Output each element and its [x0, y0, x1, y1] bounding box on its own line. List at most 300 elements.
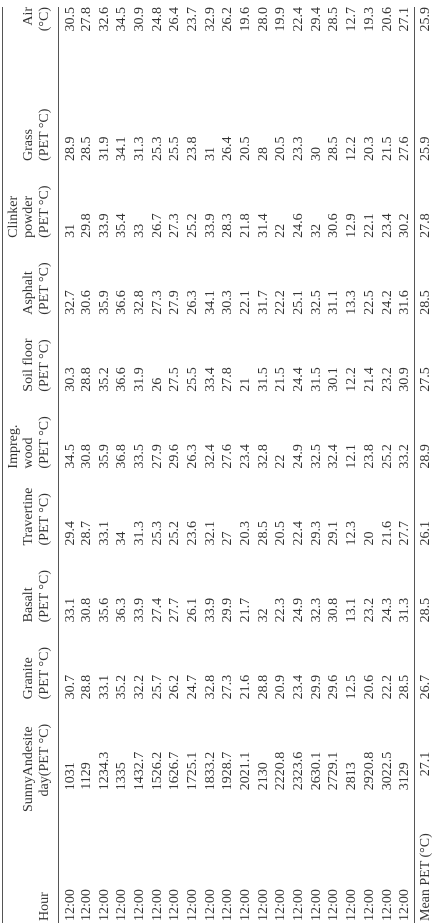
table-cell: 30.2: [396, 213, 412, 238]
table-cell: 32.2: [131, 674, 147, 700]
table-cell: 32.4: [202, 444, 218, 469]
table-cell: 30.6: [326, 213, 342, 238]
table-cell: 34.3: [96, 751, 112, 777]
mean-pet-value: 25.9: [414, 7, 434, 84]
table-cell: 17: [184, 776, 200, 791]
table-cell: 33: [131, 223, 147, 238]
table-cell: 36.6: [114, 290, 130, 315]
table-cell: 30: [308, 146, 324, 161]
table-cell: 30.3: [63, 367, 78, 392]
table-cell: 12:00: [220, 889, 236, 921]
table-cell: 12:00: [96, 889, 112, 921]
table-cell: 15: [149, 776, 165, 791]
mean-pet-value: 28.5: [414, 238, 434, 315]
table-cell: 20.5: [238, 136, 254, 161]
table-cell: 26.3: [184, 290, 200, 315]
mean-pet-value: 25.9: [414, 84, 434, 161]
table-cell: 21.5: [379, 136, 395, 161]
table-cell: 29: [78, 762, 94, 777]
mean-pet-value: 28.9: [414, 392, 434, 469]
table-cell: 33.9: [96, 213, 112, 238]
column-header: [3, 821, 59, 923]
table-cell: 36.8: [114, 444, 130, 469]
table-cell: 30: [379, 776, 395, 791]
table-cell: 27.9: [167, 290, 183, 315]
table-cell: 29: [396, 762, 412, 777]
table-cell: 26.2: [149, 751, 165, 777]
table-cell: 12.5: [344, 674, 360, 700]
table-cell: 31.4: [255, 213, 271, 238]
table-cell: 26.2: [220, 7, 236, 32]
table-cell: 35.4: [114, 213, 130, 238]
column-header-line: (PET °C): [36, 570, 52, 623]
table-cell: 28.5: [326, 7, 342, 32]
table-cell: 29.1: [326, 521, 342, 546]
table-cell: 23.4: [379, 213, 395, 238]
table-row: [184, 7, 202, 923]
table-cell: 34: [114, 531, 130, 546]
column-header-line: Andesite: [21, 726, 37, 777]
table-cell: 29.3: [308, 521, 324, 546]
table-row: [379, 7, 397, 923]
mean-pet-value: 26.1: [414, 469, 434, 546]
table-cell: 32: [255, 608, 271, 623]
table-cell: 30: [255, 762, 271, 777]
mean-pet-value: [414, 776, 434, 821]
table-cell: 20: [361, 531, 377, 546]
table-cell: 33.1: [96, 674, 112, 700]
table-cell: 34.5: [114, 7, 130, 32]
table-cell: 33.4: [202, 367, 218, 392]
table-row: [396, 7, 414, 923]
table-cell: 12:00: [149, 889, 165, 921]
table-cell: 22.5: [361, 290, 377, 315]
table-cell: 22.1: [361, 213, 377, 238]
mean-pet-value: 28.5: [414, 546, 434, 623]
table-cell: 33.1: [63, 597, 78, 623]
table-cell: 21.6: [238, 674, 254, 700]
column-header: [3, 7, 59, 84]
column-header-line: (PET °C): [36, 339, 52, 392]
table-cell: 34.5: [63, 444, 78, 469]
table-cell: 36.3: [114, 597, 130, 623]
column-header-line: (PET °C): [36, 646, 52, 700]
table-cell: 12.2: [344, 136, 360, 161]
table-cell: 35.2: [96, 367, 112, 392]
table-cell: 25.2: [184, 213, 200, 238]
table-cell: 12:00: [396, 889, 412, 921]
table-cell: 26.7: [149, 213, 165, 238]
table-row: [343, 7, 361, 923]
column-header-line: Grass: [21, 129, 37, 161]
table-cell: 12.7: [344, 7, 360, 32]
table-cell: 35.2: [114, 674, 130, 700]
table-cell: 28.5: [255, 521, 271, 546]
table-cell: 31.9: [131, 367, 147, 392]
table-cell: 12:00: [326, 889, 342, 921]
table-cell: 31.3: [131, 521, 147, 546]
table-cell: 27.8: [78, 7, 94, 32]
table-cell: 12.9: [344, 213, 360, 238]
table-cell: 27.7: [396, 521, 412, 546]
column-header-line: Impreg. wood: [5, 424, 37, 469]
mean-pet-value: 27.5: [414, 315, 434, 392]
table-cell: 27.3: [149, 290, 165, 315]
table-cell: 31.6: [396, 290, 412, 315]
table-cell: 23.6: [184, 521, 200, 546]
table-cell: 12:00: [344, 889, 360, 921]
table-cell: 22: [273, 776, 289, 791]
table-cell: 21.5: [273, 367, 289, 392]
table-cell: 30.7: [63, 674, 78, 700]
column-header-line: Sunny: [21, 776, 37, 813]
table-footer-row: [414, 7, 434, 923]
table-cell: 34.1: [202, 290, 218, 315]
table-cell: 23.6: [291, 751, 307, 777]
table-cell: 30.8: [78, 444, 94, 469]
table-cell: 21.7: [238, 597, 254, 623]
table-cell: 26.4: [167, 7, 183, 32]
table-row: [220, 7, 238, 923]
table-cell: 31: [63, 223, 78, 238]
table-cell: 32.8: [202, 674, 218, 700]
column-header-line: (PET °C): [36, 185, 52, 238]
table-cell: 20: [238, 776, 254, 791]
table-cell: 25.3: [149, 521, 165, 546]
table-cell: 25.3: [149, 136, 165, 161]
table-cell: 30.3: [220, 290, 236, 315]
table-cell: 26.7: [167, 751, 183, 777]
table-cell: 14: [131, 776, 147, 791]
table-cell: 26: [149, 377, 165, 392]
table-cell: 26: [308, 776, 324, 791]
table-cell: 32: [308, 223, 324, 238]
table-cell: 33.9: [202, 213, 218, 238]
table-cell: 29.1: [326, 751, 342, 777]
table-cell: 20.5: [273, 521, 289, 546]
table-cell: 12.1: [344, 444, 360, 469]
column-header-line: (PET °C): [36, 262, 52, 315]
table-cell: 29.4: [308, 7, 324, 32]
table-cell: 28.8: [78, 674, 94, 700]
table-cell: 32.7: [131, 751, 147, 777]
table-cell: 28.7: [78, 521, 94, 546]
table-cell: 12:00: [255, 889, 271, 921]
table-cell: 28.5: [326, 136, 342, 161]
table-row: [202, 7, 220, 923]
table-cell: 24.6: [291, 213, 307, 238]
table-cell: 23.4: [291, 674, 307, 700]
table-cell: 25.5: [167, 136, 183, 161]
table-cell: 21.1: [238, 751, 254, 777]
table-cell: 21.6: [379, 521, 395, 546]
column-header: [3, 84, 59, 161]
table-cell: 30.8: [78, 597, 94, 623]
table-cell: 25.5: [184, 367, 200, 392]
column-header-line: Asphalt: [21, 271, 37, 315]
column-header-line: (PET °C): [36, 723, 52, 777]
table-cell: 12:00: [63, 889, 78, 921]
table-row: [78, 7, 96, 923]
column-header-line: Hour: [36, 892, 52, 921]
table-cell: 19.6: [238, 7, 254, 32]
table-row: [113, 7, 131, 923]
table-cell: 28.7: [220, 751, 236, 777]
table-cell: 23.8: [184, 136, 200, 161]
table-row: [273, 7, 291, 923]
table-row: [326, 7, 344, 923]
table-cell: 19.9: [273, 7, 289, 32]
table-cell: 31.9: [96, 136, 112, 161]
table-cell: 28.3: [220, 213, 236, 238]
table-cell: 20.8: [273, 751, 289, 777]
table-cell: 20.5: [273, 136, 289, 161]
table-cell: 13: [344, 762, 360, 777]
table-cell: 24.8: [149, 7, 165, 32]
table-cell: 31.1: [326, 290, 342, 315]
table-cell: 27.3: [220, 674, 236, 700]
table-row: [290, 7, 308, 923]
table-cell: 24.3: [379, 597, 395, 623]
table-cell: 30.1: [326, 367, 342, 392]
table-cell: 12:00: [273, 889, 289, 921]
table-cell: 23.2: [379, 367, 395, 392]
table-cell: 30.5: [63, 7, 78, 32]
table-cell: 24.4: [291, 367, 307, 392]
table-cell: 12:00: [202, 889, 218, 921]
table-cell: 12.2: [344, 367, 360, 392]
table-row: [361, 7, 379, 923]
table-cell: 35: [114, 762, 130, 777]
table-cell: 21.8: [238, 213, 254, 238]
table-cell: 34.1: [114, 136, 130, 161]
column-header: [3, 315, 59, 392]
column-header-line: Air: [21, 7, 37, 26]
table-cell: 28.9: [63, 136, 78, 161]
table-cell: 32.6: [96, 7, 112, 32]
mean-pet-value: 27.1: [414, 699, 434, 776]
table-cell: 13.1: [344, 597, 360, 623]
table-cell: 10: [63, 776, 78, 791]
table-cell: 21: [255, 776, 271, 791]
table-cell: 32.5: [308, 444, 324, 469]
table-cell: 24.9: [291, 444, 307, 469]
table-cell: 24.7: [184, 674, 200, 700]
table-row: [255, 7, 273, 923]
table-cell: 27: [326, 776, 342, 791]
pet-data-table: [2, 7, 434, 923]
table-cell: 12: [96, 776, 112, 791]
table-cell: 13.3: [344, 290, 360, 315]
table-cell: 27.6: [220, 444, 236, 469]
table-cell: 12:00: [131, 889, 147, 921]
table-cell: 31: [396, 776, 412, 791]
table-cell: 33.1: [96, 521, 112, 546]
table-cell: 32.9: [202, 7, 218, 32]
table-cell: 26.1: [184, 597, 200, 623]
column-header-line: Clinker powder: [5, 195, 37, 238]
table-cell: 33.2: [396, 444, 412, 469]
table-cell: 22.4: [291, 521, 307, 546]
table-cell: 28.8: [78, 367, 94, 392]
table-cell: 12:00: [291, 889, 307, 921]
table-cell: 12:00: [379, 889, 395, 921]
table-cell: 29.8: [78, 213, 94, 238]
table-cell: 32.8: [255, 444, 271, 469]
table-cell: 12:00: [167, 889, 183, 921]
table-cell: 22.5: [379, 751, 395, 777]
table-cell: 12:00: [114, 889, 130, 921]
table-cell: 22.2: [379, 674, 395, 700]
table-cell: 12:00: [308, 889, 324, 921]
table-cell: 31.5: [308, 367, 324, 392]
table-cell: 29.4: [63, 521, 78, 546]
table-cell: 33.9: [202, 597, 218, 623]
table-cell: 28: [344, 776, 360, 791]
table-cell: 29: [361, 776, 377, 791]
table-cell: 22.2: [273, 290, 289, 315]
table-cell: 27: [220, 531, 236, 546]
table-row: [96, 7, 114, 923]
table-cell: 27.7: [167, 597, 183, 623]
table-cell: 31.3: [396, 597, 412, 623]
table-cell: 20.3: [238, 521, 254, 546]
table-cell: 19.3: [361, 7, 377, 32]
table-cell: 28.5: [78, 136, 94, 161]
table-cell: 23.8: [361, 444, 377, 469]
table-cell: 27.3: [167, 213, 183, 238]
table-cell: 28: [255, 146, 271, 161]
column-header: [3, 699, 59, 776]
table-cell: 18: [202, 776, 218, 791]
column-header-line: Granite: [21, 657, 37, 700]
table-cell: 25.7: [149, 674, 165, 700]
column-header: [3, 622, 59, 699]
table-cell: 31.3: [131, 136, 147, 161]
table-cell: 26.2: [167, 674, 183, 700]
table-cell: 12:00: [78, 889, 94, 921]
table-cell: 32.7: [63, 290, 78, 315]
table-cell: 35.9: [96, 444, 112, 469]
table-cell: 32.4: [326, 444, 342, 469]
table-row: [308, 7, 326, 923]
table-cell: 22.1: [238, 290, 254, 315]
table-row: [59, 7, 79, 923]
table-cell: 32.5: [308, 290, 324, 315]
mean-pet-value: 26.7: [414, 622, 434, 699]
table-cell: 33.2: [202, 751, 218, 777]
table-cell: 27.9: [149, 444, 165, 469]
table-cell: 13: [114, 776, 130, 791]
table-cell: 27.5: [167, 367, 183, 392]
table-cell: 30.6: [78, 290, 94, 315]
table-cell: 11: [78, 776, 94, 790]
table-cell: 23: [291, 776, 307, 791]
table-cell: 27.4: [149, 597, 165, 623]
column-header: [3, 161, 59, 238]
table-cell: 22.3: [273, 597, 289, 623]
table-cell: 20.3: [361, 136, 377, 161]
table-cell: 29.9: [220, 597, 236, 623]
table-cell: 36.6: [114, 367, 130, 392]
column-header-line: (°C): [36, 7, 52, 32]
table-cell: 26.3: [184, 444, 200, 469]
table-cell: 26.4: [220, 136, 236, 161]
table-cell: 32.3: [308, 597, 324, 623]
table-cell: 31.5: [255, 367, 271, 392]
column-header: [3, 776, 59, 821]
column-header-line: (PET °C): [36, 493, 52, 546]
table-cell: 16: [167, 776, 183, 791]
table-cell: 12:00: [184, 889, 200, 921]
column-header-line: (PET °C): [36, 416, 52, 469]
table-cell: 12:00: [361, 889, 377, 921]
column-header: [3, 238, 59, 315]
table-body: [59, 7, 415, 923]
table-cell: 20.6: [379, 7, 395, 32]
table-cell: 27.1: [396, 7, 412, 32]
table-header-row: [3, 7, 59, 923]
table-cell: 35.9: [96, 290, 112, 315]
column-header-line: Travertine: [21, 487, 37, 546]
table-cell: 30.1: [308, 751, 324, 777]
table-cell: 24.2: [379, 290, 395, 315]
table-cell: 30.8: [326, 597, 342, 623]
table-cell: 25.2: [379, 444, 395, 469]
table-cell: 19: [220, 776, 236, 791]
table-cell: 25.2: [167, 521, 183, 546]
table-row: [149, 7, 167, 923]
table-cell: 33.9: [131, 597, 147, 623]
column-header: [3, 469, 59, 546]
column-header-line: Basalt: [21, 587, 37, 623]
column-header-line: Soil floor: [21, 338, 37, 392]
mean-pet-value: 27.8: [414, 161, 434, 238]
table-cell: 32.1: [202, 521, 218, 546]
table-cell: 20.9: [273, 674, 289, 700]
table-cell: 29.9: [308, 674, 324, 700]
table-cell: 23.7: [184, 7, 200, 32]
table-cell: 27.8: [220, 367, 236, 392]
column-header: [3, 546, 59, 623]
table-cell: 23.4: [238, 444, 254, 469]
column-header-line: day: [36, 776, 52, 797]
table-cell: 33.5: [131, 444, 147, 469]
table-cell: 29.6: [167, 444, 183, 469]
table-cell: 12:00: [238, 889, 254, 921]
table-cell: 35.6: [96, 597, 112, 623]
column-header: [3, 392, 59, 469]
table-row: [131, 7, 149, 923]
table-cell: 30.9: [131, 7, 147, 32]
table-cell: 24.9: [291, 597, 307, 623]
table-cell: 25.1: [184, 751, 200, 777]
table-cell: 22: [273, 223, 289, 238]
table-cell: 23.3: [291, 136, 307, 161]
table-cell: 29.6: [326, 674, 342, 700]
table-cell: 25.1: [291, 290, 307, 315]
table-cell: 21.4: [361, 367, 377, 392]
table-cell: 31.7: [255, 290, 271, 315]
mean-pet-label: Mean PET (°C): [414, 821, 434, 923]
table-cell: 23.2: [361, 597, 377, 623]
table-cell: 12.3: [344, 521, 360, 546]
table-cell: 30.9: [396, 367, 412, 392]
table-cell: 27.6: [396, 136, 412, 161]
table-cell: 31: [202, 146, 218, 161]
table-cell: 28.8: [255, 674, 271, 700]
table-cell: 31: [63, 762, 78, 777]
